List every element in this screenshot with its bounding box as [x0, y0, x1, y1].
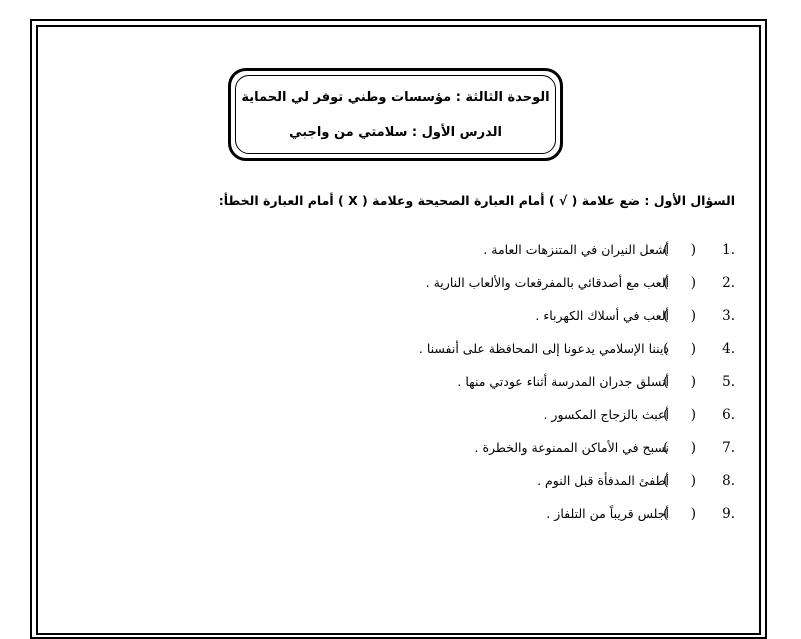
answer-blank[interactable]: ( ): [663, 307, 705, 324]
item-text: ألعب في أسلاك الكهرباء .: [535, 308, 669, 323]
item-text: أجلس قريباً من التلفاز .: [546, 506, 669, 521]
answer-blank[interactable]: ( ): [663, 439, 705, 456]
item-text: أتسلق جدران المدرسة أثناء عودتي منها .: [457, 374, 669, 389]
list-item: [75, 464, 735, 497]
answer-blank[interactable]: ( ): [663, 406, 705, 423]
item-number: .3: [722, 307, 735, 324]
question-heading: السؤال الأول : ضع علامة ( √ ) أمام العبارة الصحيحة وعلامة ( X ) أمام العبارة الخطأ:: [218, 193, 735, 208]
item-text: ديننا الإسلامي يدعونا إلى المحافظة على أنفسنا .: [418, 341, 669, 356]
item-number: .8: [722, 472, 735, 489]
item-number: .6: [722, 406, 735, 423]
title-box-inner-border: [235, 75, 556, 154]
list-item: [75, 431, 735, 464]
item-text: أطفئ المدفأة قبل النوم .: [537, 473, 669, 488]
list-item: [75, 332, 735, 365]
title-box: [228, 68, 563, 161]
item-number: .2: [722, 274, 735, 291]
item-text: نسبح في الأماكن الممنوعة والخطرة .: [474, 440, 669, 455]
list-item: [75, 497, 735, 530]
unit-title: الوحدة الثالثة : مؤسسات وطني توفر لي الحماية: [241, 90, 550, 105]
item-text: ألعب مع أصدقائي بالمفرقعات والألعاب النارية .: [425, 275, 669, 290]
item-text: أشعل النيران في المتنزهات العامة .: [483, 242, 669, 257]
item-number: .9: [722, 505, 735, 522]
answer-blank[interactable]: ( ): [663, 340, 705, 357]
item-number: .5: [722, 373, 735, 390]
item-text: أعبث بالزجاج المكسور .: [543, 407, 669, 422]
answer-blank[interactable]: ( ): [663, 472, 705, 489]
list-item: [75, 398, 735, 431]
list-item: [75, 365, 735, 398]
lesson-title: الدرس الأول : سلامتي من واجبي: [289, 125, 502, 140]
list-item: [75, 233, 735, 266]
item-number: .1: [722, 241, 735, 258]
item-number: .4: [722, 340, 735, 357]
list-item: [75, 266, 735, 299]
answer-blank[interactable]: ( ): [663, 505, 705, 522]
item-number: .7: [722, 439, 735, 456]
question-items-list: [75, 233, 735, 530]
answer-blank[interactable]: ( ): [663, 373, 705, 390]
answer-blank[interactable]: ( ): [663, 274, 705, 291]
answer-blank[interactable]: ( ): [663, 241, 705, 258]
list-item: [75, 299, 735, 332]
